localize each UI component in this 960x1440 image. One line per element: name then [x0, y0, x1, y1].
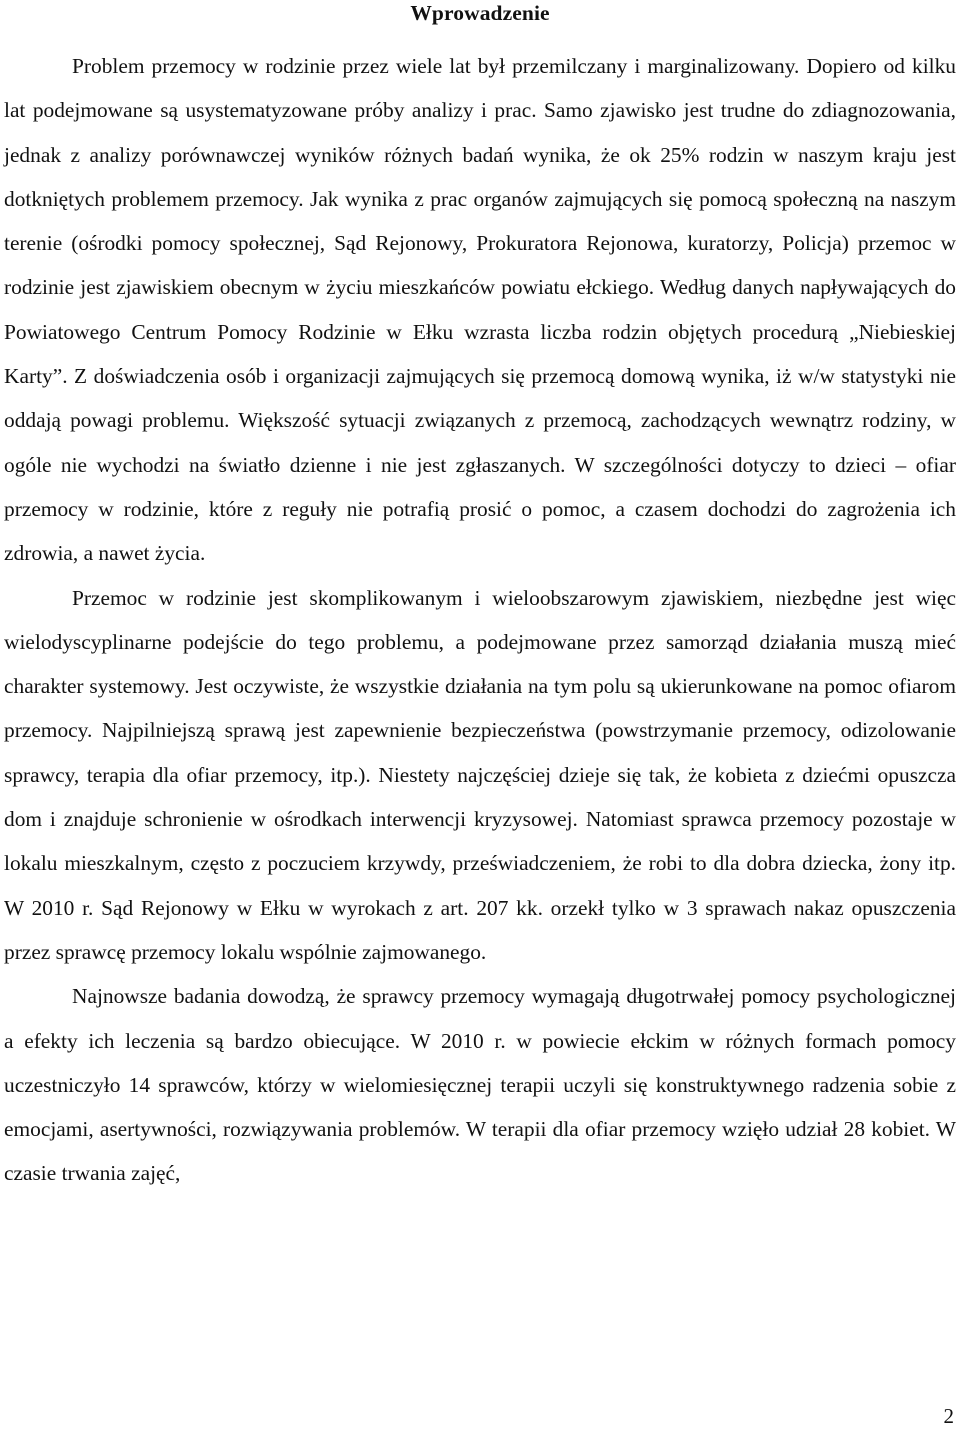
paragraph-2: Przemoc w rodzinie jest skomplikowanym i wieloobszarowym zjawiskiem, niezbędne jest więc wielodyscyplinarne podejście do tego problemu, a podejmowane przez samorząd działania muszą mieć charakter systemowy. Jest oczywiste, że wszystkie działania na tym polu są ukierunkowane na pomoc ofiarom przemocy. Najpilniejszą sprawą jest zapewnienie bezpieczeństwa (powstrzymanie przemocy, odizolowanie sprawcy, terapia dla ofiar przemocy, itp.). Niestety najczęściej dzieje się tak, że kobieta z dziećmi opuszcza dom i znajduje schronienie w ośrodkach interwencji kryzysowej. Natomiast sprawca przemocy pozostaje w lokalu mieszkalnym, często z poczuciem krzywdy, przeświadczeniem, że robi to dla dobra dziecka, żony itp. W 2010 r. Sąd Rejonowy w Ełku w wyrokach z art. 207 kk. orzekł tylko w 3 sprawach nakaz opuszczenia przez sprawcę przemocy lokalu wspólnie zajmowanego. — [4, 585, 956, 964]
document-title: Wprowadzenie — [410, 1, 550, 25]
paragraph-1: Problem przemocy w rodzinie przez wiele lat był przemilczany i marginalizowany. Dopiero od kilku lat podejmowane są usystematyzowane próby analizy i prac. Samo zjawisko jest trudne do zdiagnozowania, jednak z analizy porównawczej wyników różnych badań wynika, że ok 25% rodzin w naszym kraju jest dotkniętych problemem przemocy. Jak wynika z prac organów zajmujących się pomocą społeczną na naszym terenie (ośrodki pomocy społecznej, Sąd Rejonowy, Prokuratora Rejonowa, kuratorzy, Policja) przemoc w rodzinie jest zjawiskiem obecnym w życiu mieszkańców powiatu ełckiego. Według danych napływających do Powiatowego Centrum Pomocy Rodzinie w Ełku wzrasta liczba rodzin objętych procedurą „Niebieskiej Karty”. Z doświadczenia osób i organizacji zajmujących się przemocą domową wynika, iż w/w statystyki nie oddają powagi problemu. Większość sytuacji związanych z przemocą, zachodzących wewnątrz rodziny, w ogóle nie wychodzi na światło dzienne i nie jest zgłaszanych. W szczególności dotyczy to dzieci – ofiar przemocy w rodzinie, które z reguły nie potrafią prosić o pomoc, a czasem dochodzi do zagrożenia ich zdrowia, a nawet życia. — [4, 54, 956, 566]
page-number: 2 — [943, 1404, 954, 1428]
paragraph-3: Najnowsze badania dowodzą, że sprawcy przemocy wymagają długotrwałej pomocy psychologicznej a efekty ich leczenia są bardzo obiecujące. W 2010 r. w powiecie ełckim w różnych formach pomocy uczestniczyło 14 sprawców, którzy w wielomiesięcznej terapii uczyli się konstruktywnego radzenia sobie z emocjami, asertywności, rozwiązywania problemów. W terapii dla ofiar przemocy wzięło udział 28 kobiet. W czasie trwania zajęć, — [4, 984, 956, 1186]
